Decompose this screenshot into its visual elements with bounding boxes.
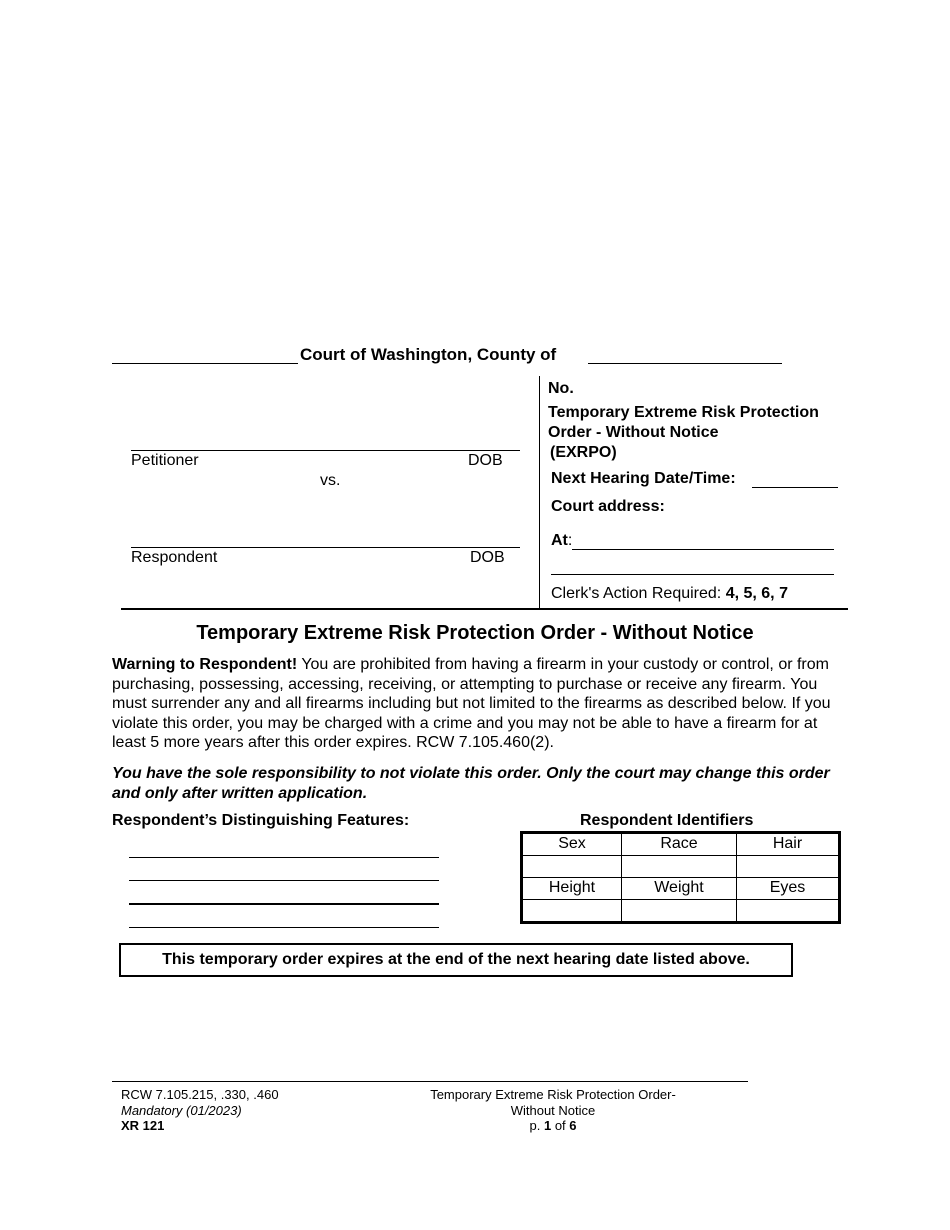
page-of: of — [554, 1118, 566, 1133]
table-row — [523, 855, 838, 877]
race-value-cell[interactable] — [622, 855, 737, 877]
footer-title-line1: Temporary Extreme Risk Protection Order- — [430, 1087, 676, 1102]
identifiers-label: Respondent Identifiers — [580, 812, 754, 829]
page-prefix: p. — [529, 1118, 541, 1133]
footer-form-id: XR 121 — [121, 1118, 165, 1133]
case-title-line1: Temporary Extreme Risk Protection — [548, 404, 819, 421]
weight-value-cell[interactable] — [622, 899, 737, 921]
page-title: Temporary Extreme Risk Protection Order - Without Notice — [196, 622, 754, 644]
responsibility-paragraph: You have the sole responsibility to not violate this order. Only the court may change this order and only after written application. — [112, 765, 830, 802]
footer-mandatory: Mandatory (01/2023) — [121, 1103, 242, 1118]
weight-header: Weight — [622, 877, 737, 899]
eyes-value-cell[interactable] — [737, 899, 839, 921]
clerk-action-label: Clerk's Action Required: — [551, 585, 722, 602]
warning-text: You are prohibited from having a firearm in your custody or control, or from purchasing, possessing, accessing, receiving, or attempting to purchase or receive any firearm. You must surrender any and all firearms including but not limited to the firearms as described below. If you violate this order, you may be charged with a crime and you may not be able to have a firearm for at least 5 more years after this order expires. RCW 7.105.460(2). — [112, 656, 831, 751]
identifiers-table — [523, 834, 838, 921]
clerk-action — [551, 585, 788, 603]
next-hearing-label: Next Hearing Date/Time: — [551, 470, 736, 487]
caption-bottom-rule — [121, 608, 848, 610]
court-name-blank[interactable] — [112, 363, 298, 364]
county-name-blank[interactable] — [588, 363, 782, 364]
respondent-label: Respondent — [131, 549, 218, 566]
petitioner-label: Petitioner — [131, 452, 199, 469]
hair-value-cell[interactable] — [737, 855, 839, 877]
petitioner-dob-label: DOB — [468, 452, 503, 469]
page-total: 6 — [569, 1118, 577, 1133]
features-line-2[interactable] — [129, 880, 439, 881]
features-label: Respondent’s Distinguishing Features: — [112, 812, 410, 829]
respondent-dob-label: DOB — [470, 549, 505, 566]
sex-header: Sex — [523, 834, 622, 855]
versus-label: vs. — [320, 472, 341, 489]
expiry-notice-text: This temporary order expires at the end of the next hearing date listed above. — [162, 951, 750, 968]
petitioner-name-line[interactable] — [131, 450, 520, 451]
caption-divider — [539, 376, 540, 609]
clerk-action-value: 4, 5, 6, 7 — [725, 585, 788, 602]
warning-lead: Warning to Respondent! — [112, 656, 298, 673]
sex-value-cell[interactable] — [523, 855, 622, 877]
expiry-notice-box — [119, 943, 793, 977]
features-line-3[interactable] — [129, 903, 439, 905]
court-address-line1[interactable] — [572, 549, 834, 550]
case-title-line2: Order - Without Notice — [548, 424, 719, 441]
footer-rule — [112, 1081, 748, 1082]
identifiers-table-frame — [520, 831, 841, 924]
height-value-cell[interactable] — [523, 899, 622, 921]
page-current: 1 — [543, 1118, 552, 1133]
hair-header: Hair — [737, 834, 839, 855]
at-label — [551, 532, 572, 550]
footer-rcw: RCW 7.105.215, .330, .460 — [121, 1087, 279, 1102]
case-title-line3: (EXRPO) — [550, 444, 617, 461]
at-colon: : — [567, 532, 573, 549]
eyes-header: Eyes — [737, 877, 839, 899]
footer-page-number — [353, 1118, 753, 1133]
court-address-line2[interactable] — [551, 574, 834, 575]
race-header: Race — [622, 834, 737, 855]
footer-title-line2: Without Notice — [510, 1103, 596, 1118]
warning-paragraph — [112, 655, 842, 753]
at-label-text: At — [551, 532, 568, 549]
case-number-label: No. — [548, 380, 574, 397]
table-row — [523, 834, 838, 855]
features-line-4[interactable] — [129, 927, 439, 928]
table-row — [523, 877, 838, 899]
court-title: Court of Washington, County of — [300, 345, 557, 364]
height-header: Height — [523, 877, 622, 899]
features-line-1[interactable] — [129, 857, 439, 858]
respondent-name-line[interactable] — [131, 547, 520, 548]
table-row — [523, 899, 838, 921]
court-address-label: Court address: — [551, 498, 665, 515]
next-hearing-blank[interactable] — [752, 487, 838, 488]
